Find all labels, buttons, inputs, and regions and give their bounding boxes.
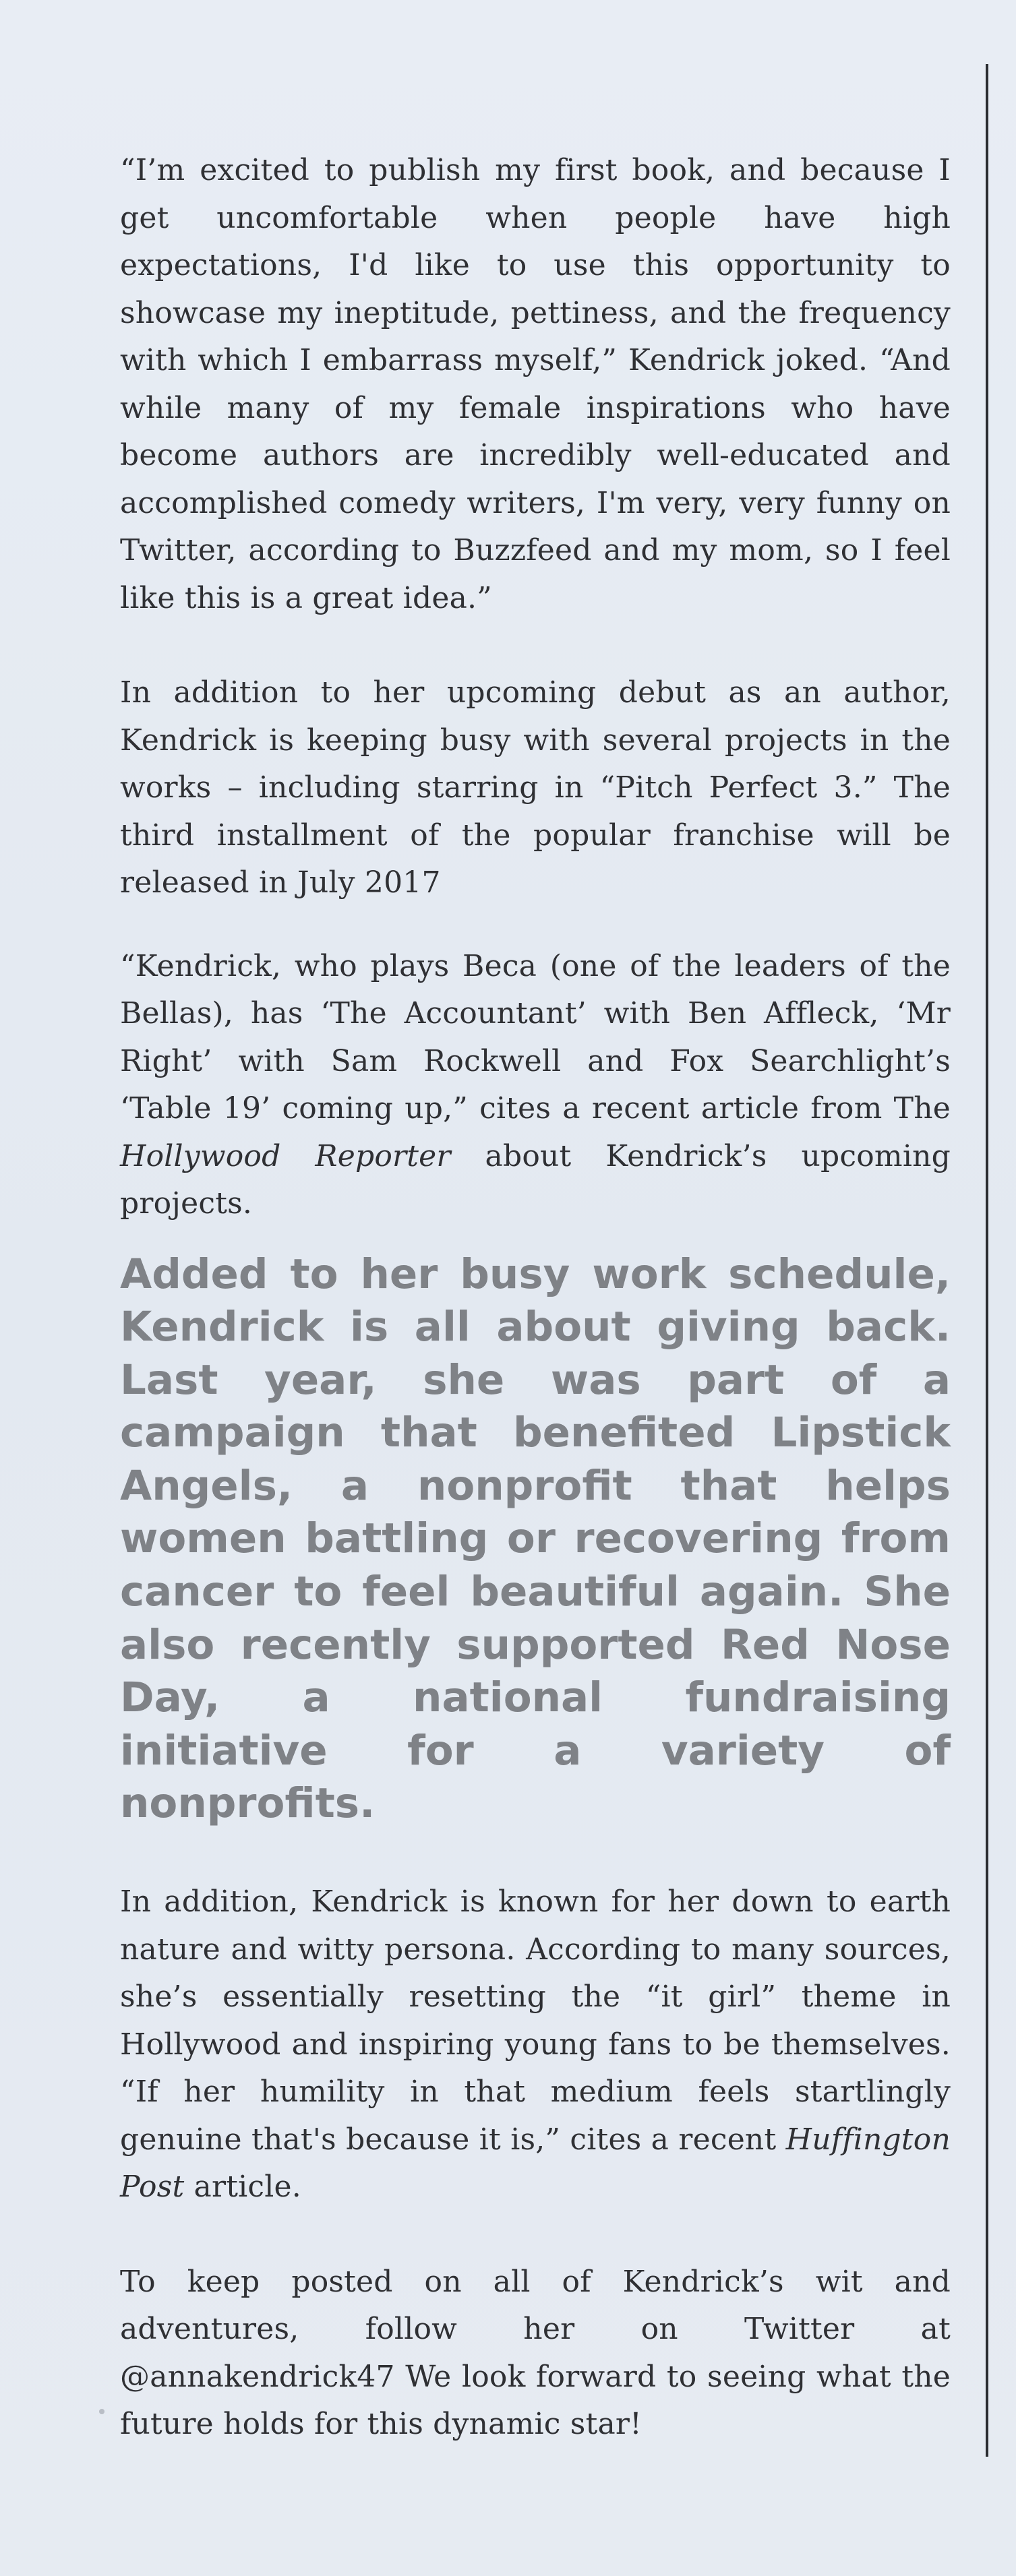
paragraph-hollywood-reporter xyxy=(120,943,951,1228)
pull-quote-giving-back: Added to her busy work schedule, Kendrick is all about giving back. Last year, she was part of a campaign that benefited Lipstick Angels, a nonprofit that helps women battling or recovering from cancer to feel beautiful again. She also recently supported Red Nose Day, a national fundraising initiative for a variety of nonprofits. xyxy=(120,1250,951,1828)
p4-text-after: article. xyxy=(184,2170,301,2205)
paragraph-twitter-closing: To keep posted on all of Kendrick’s wit and adventures, follow her on Twitter at @annakendrick47 We look forward to seeing what the future holds for this dynamic star! xyxy=(120,2264,951,2442)
paragraph-quote-intro: “I’m excited to publish my first book, and because I get uncomfortable when people have high expectations, I'd like to use this opportunity to showcase my ineptitude, pettiness, and the frequency with which I embarrass myself,” Kendrick joked. “And while many of my female inspirations who have become authors are incredibly well-educated and accomplished comedy writers, I'm very, very funny on Twitter, according to Buzzfeed and my mom, so I feel like this is a great idea.” xyxy=(120,153,951,615)
article-column xyxy=(120,147,951,2449)
vertical-column-rule xyxy=(986,64,988,2457)
p3-text-before: “Kendrick, who plays Beca (one of the leaders of the Bellas), has ‘The Accountant’ with Ben Affleck, ‘Mr Right’ with Sam Rockwell and Fox Searchlight’s ‘Table 19’ coming up,” cites a recent article from The xyxy=(120,948,951,1126)
paragraph-persona xyxy=(120,1878,951,2211)
huffington-post-title: Huffington Post xyxy=(120,2122,951,2205)
p3-text-after: about Kendrick’s upcoming projects. xyxy=(120,1138,951,1221)
hollywood-reporter-title: Hollywood Reporter xyxy=(120,1138,451,1173)
p4-text-before: In addition, Kendrick is known for her down to earth nature and witty persona. According to many sources, she’s essentially resetting the “it girl” theme in Hollywood and inspiring young fans to be themselves. “If her humility in that medium feels startlingly genuine that's because it is,” cites a recent xyxy=(120,1884,951,2157)
paper-speck xyxy=(99,2409,104,2414)
paragraph-upcoming-projects: In addition to her upcoming debut as an author, Kendrick is keeping busy with several projects in the works – including starring in “Pitch Perfect 3.” The third installment of the popular franchise will be released in July 2017 xyxy=(120,675,951,900)
